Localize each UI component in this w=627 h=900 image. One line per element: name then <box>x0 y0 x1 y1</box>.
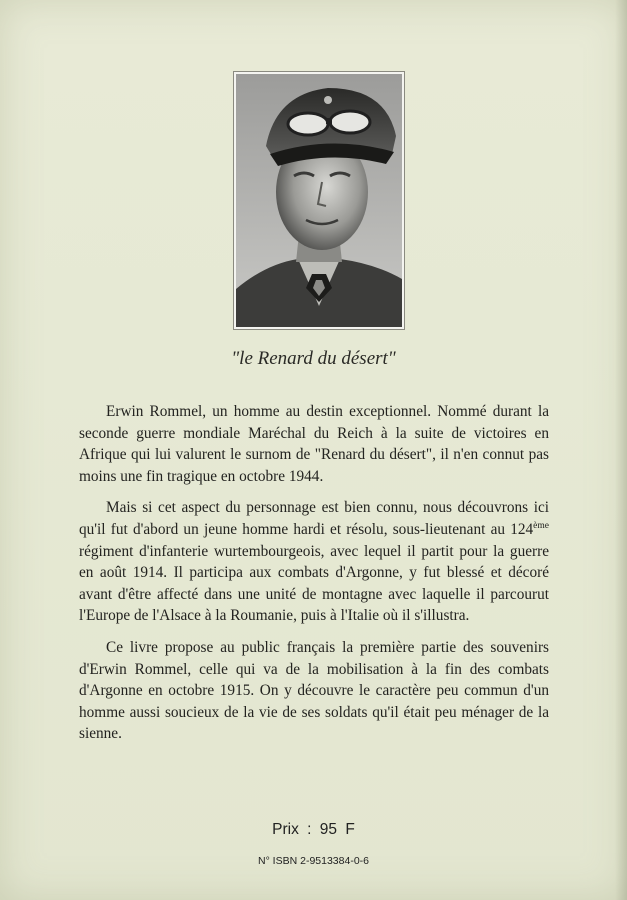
blurb-text <box>79 401 549 755</box>
isbn-label: N° ISBN 2-9513384-0-6 <box>257 855 369 867</box>
page-edge-shadow <box>615 0 627 900</box>
ordinal-superscript: ème <box>533 520 549 531</box>
blurb-paragraph-3: Ce livre propose au public français la première partie des souvenirs d'Erwin Rommel, celle qui va de la mobilisation à la fin des combats d'Argonne en octobre 1915. On y découvre le caractère peu commun d'un homme aussi soucieux de la vie de ses soldats qu'il était peu ménager de la sienne. <box>79 638 549 743</box>
blurb-paragraph-2 <box>79 497 549 627</box>
blurb-paragraph-2-end: régiment d'infanterie wurtembourgeois, avec lequel il partit pour la guerre en août 1914. Il participa aux combats d'Argonne, y fut blessé et décoré avant d'être affecté dans une unité de montagne avec laquelle il parcourut l'Europe de l'Alsace à la Roumanie, puis à l'Italie où il s'illustra. <box>79 542 549 625</box>
portrait-photo <box>233 71 405 330</box>
price-label: Prix : 95 F <box>272 821 355 838</box>
book-caption: "le Renard du désert" <box>231 348 396 369</box>
portrait-illustration <box>236 74 402 327</box>
blurb-paragraph-1: Erwin Rommel, un homme au destin exceptionnel. Nommé durant la seconde guerre mondiale Maréchal du Reich à la suite de victoires en Afrique qui lui valurent le surnom de "Renard du désert", il n'en connut pas moins une fin tragique en octobre 1944. <box>79 403 549 485</box>
blurb-paragraph-2-start: Mais si cet aspect du personnage est bien connu, nous découvrons ici qu'il fut d'abord un jeune homme hardi et résolu, sous-lieutenant au 124 <box>79 499 549 538</box>
